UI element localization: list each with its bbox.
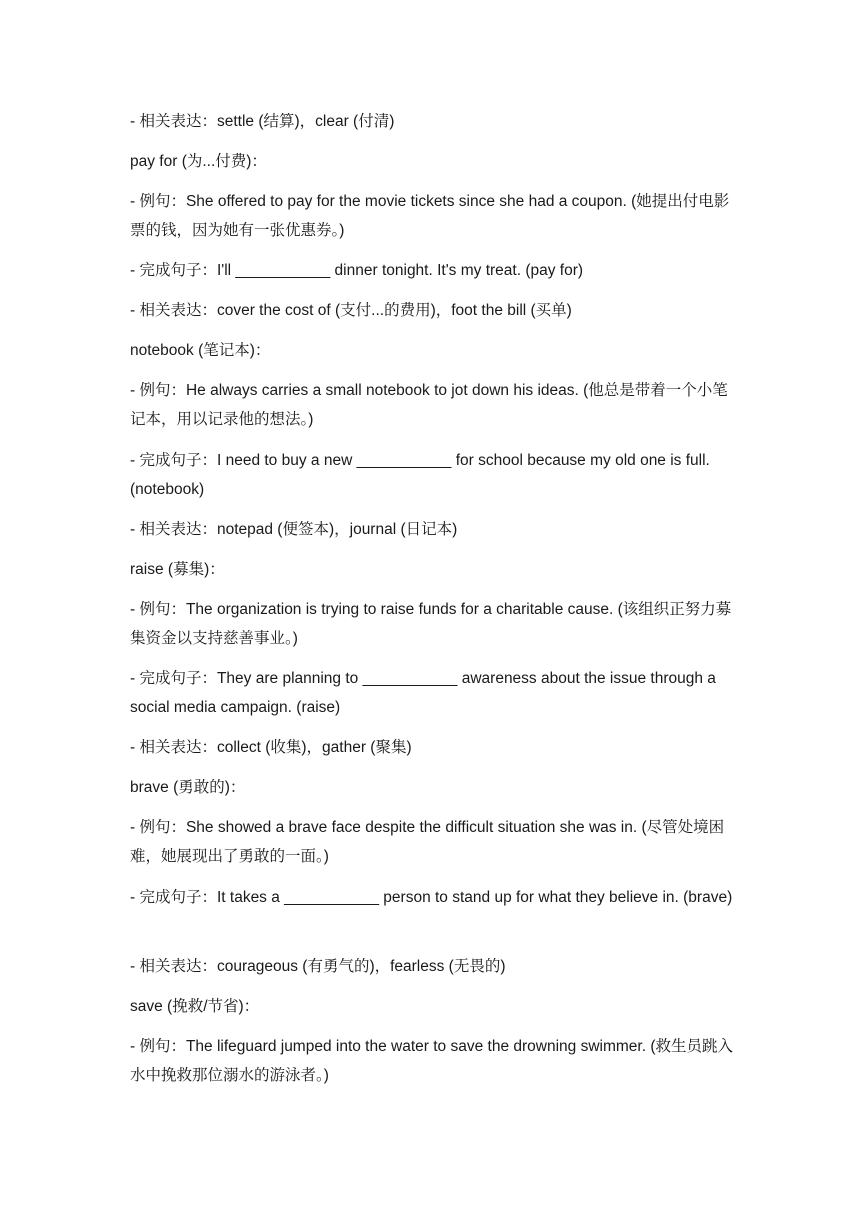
entry-heading-save: save (挽救/节省)：: [130, 998, 260, 1015]
example-sentence-brave: - 例句：She showed a brave face despite the difficult situation she was in. (尽管处境困难，她展现出了勇敢的一面。): [130, 819, 725, 865]
fill-in-sentence-pay-for: - 完成句子：I'll ___________ dinner tonight. It's my treat. (pay for): [130, 262, 584, 279]
example-sentence-raise: - 例句：The organization is trying to raise funds for a charitable cause. (该组织正努力募集资金以支持慈善事业。): [130, 601, 732, 647]
related-expressions-brave: - 相关表达：courageous (有勇气的)，fearless (无畏的): [130, 958, 506, 975]
entry-heading-notebook: notebook (笔记本)：: [130, 342, 271, 359]
entry-heading-brave: brave (勇敢的)：: [130, 779, 246, 796]
example-sentence-save: - 例句：The lifeguard jumped into the water to save the drowning swimmer. (救生员跳入水中挽救那位溺水的游泳者。): [130, 1038, 734, 1084]
example-sentence-notebook: - 例句：He always carries a small notebook to jot down his ideas. (他总是带着一个小笔记本，用以记录他的想法。): [130, 382, 728, 428]
example-sentence-pay-for: - 例句：She offered to pay for the movie tickets since she had a coupon. (她提出付电影票的钱，因为她有一张优惠券。): [130, 193, 730, 239]
related-expressions-raise: - 相关表达：collect (收集)，gather (聚集): [130, 739, 412, 756]
fill-in-sentence-brave: - 完成句子：It takes a ___________ person to stand up for what they believe in. (brave): [130, 889, 733, 906]
related-expressions-pay-for: - 相关表达：cover the cost of (支付...的费用)，foot the bill (买单): [130, 302, 572, 319]
related-expressions-notebook: - 相关表达：notepad (便签本)，journal (日记本): [130, 521, 458, 538]
fill-in-sentence-notebook: - 完成句子：I need to buy a new ___________ for school because my old one is full. (notebook): [130, 452, 710, 498]
entry-heading-raise: raise (募集)：: [130, 561, 225, 578]
entry-heading-pay-for: pay for (为...付费)：: [130, 153, 267, 170]
fill-in-sentence-raise: - 完成句子：They are planning to ___________ awareness about the issue through a social media campaign. (raise): [130, 670, 716, 716]
related-expressions-settle: - 相关表达：settle (结算)，clear (付清): [130, 113, 395, 130]
